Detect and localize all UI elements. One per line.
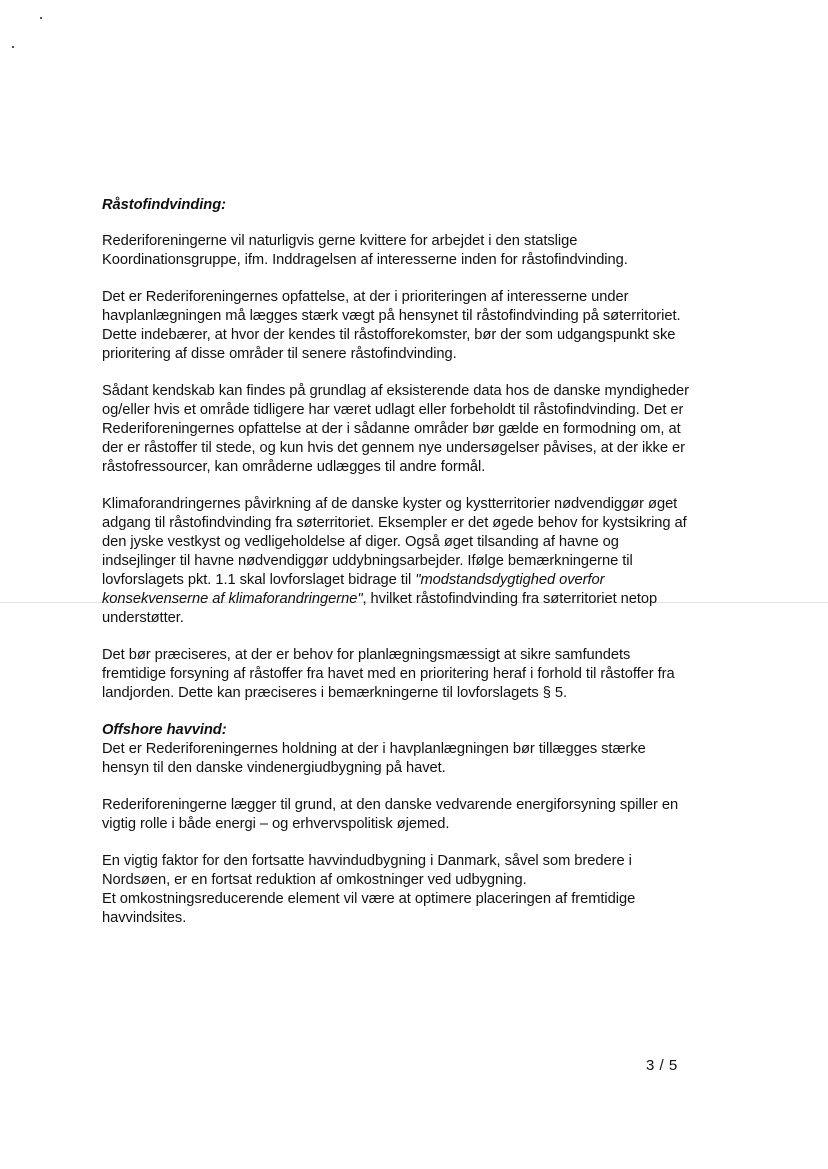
paragraph: Rederiforeningerne vil naturligvis gerne kvittere for arbejdet i den statslige Koordinationsgruppe, ifm. Inddragelsen af interesserne inden for råstofindvinding.: [102, 233, 628, 268]
climate-quote: "modstandsdygtighed overfor konsekvenserne af klimaforandringerne": [102, 572, 605, 607]
paragraph: Et omkostningsreducerende element vil være at optimere placeringen af fremtidige havvindsites.: [102, 891, 636, 926]
paragraph: Det er Rederiforeningernes opfattelse, at der i prioriteringen af interesserne under havplanlægningen må lægges stærk vægt på hensynet til råstofindvinding på søterritoriet. Dette indebærer, at hvor der kendes til råstofforekomster, bør der som udgangspunkt ske prioritering af disse områder til senere råstofindvinding.: [102, 289, 681, 362]
scan-speck: [40, 17, 42, 19]
climate-paragraph-text: , hvilket råstofindvinding fra søterritoriet netop understøtter.: [102, 591, 658, 626]
scan-speck: [12, 46, 14, 48]
letter-body: [102, 196, 692, 928]
paragraph: Sådant kendskab kan findes på grundlag af eksisterende data hos de danske myndigheder og/eller hvis et område tidligere har været udlagt eller forbeholdt til råstofindvinding. Det er Rederiforeningernes opfattelse at der i sådanne områder bør gælde en formodning om, at der er råstoffer til stede, og kun hvis det gennem nye undersøgelser påvises, at der ikke er råstofressourcer, kan områderne udlægges til andre formål.: [102, 383, 689, 475]
climate-paragraph: [102, 495, 692, 628]
paragraph: Det bør præciseres, at der er behov for planlægningsmæssigt at sikre samfundets fremtidige forsyning af råstoffer fra havet med en prioritering heraf i forhold til råstoffer fra landjorden. Dette kan præciseres i bemærkningerne til lovforslagets § 5.: [102, 647, 675, 701]
section-heading-raastofindvinding: Råstofindvinding:: [102, 197, 226, 213]
page-number: 3 / 5: [646, 1057, 678, 1074]
paragraph: Det er Rederiforeningernes holdning at der i havplanlægningen bør tillægges stærke hensyn til den danske vindenergiudbygning på havet.: [102, 741, 646, 776]
section-heading-offshore-havvind: Offshore havvind:: [102, 722, 227, 738]
paragraph: Rederiforeningerne lægger til grund, at den danske vedvarende energiforsyning spiller en vigtig rolle i både energi – og erhvervspolitisk øjemed.: [102, 797, 679, 832]
paragraph: En vigtig faktor for den fortsatte havvindudbygning i Danmark, såvel som bredere i Nordsøen, er en fortsat reduktion af omkostninger ved udbygning.: [102, 853, 632, 888]
climate-paragraph-text: Klimaforandringernes påvirkning af de danske kyster og kystterritorier nødvendiggør øget adgang til råstofindvinding fra søterritoriet. Eksempler er det øgede behov for kystsikring af den jyske vestkyst og vedligeholdelse af diger. Også øget tilsanding af havne og indsejlinger til havne nødvendiggør uddybningsarbejder. Ifølge bemærkningerne til lovforslagets pkt. 1.1 skal lovforslaget bidrage til: [102, 496, 687, 588]
